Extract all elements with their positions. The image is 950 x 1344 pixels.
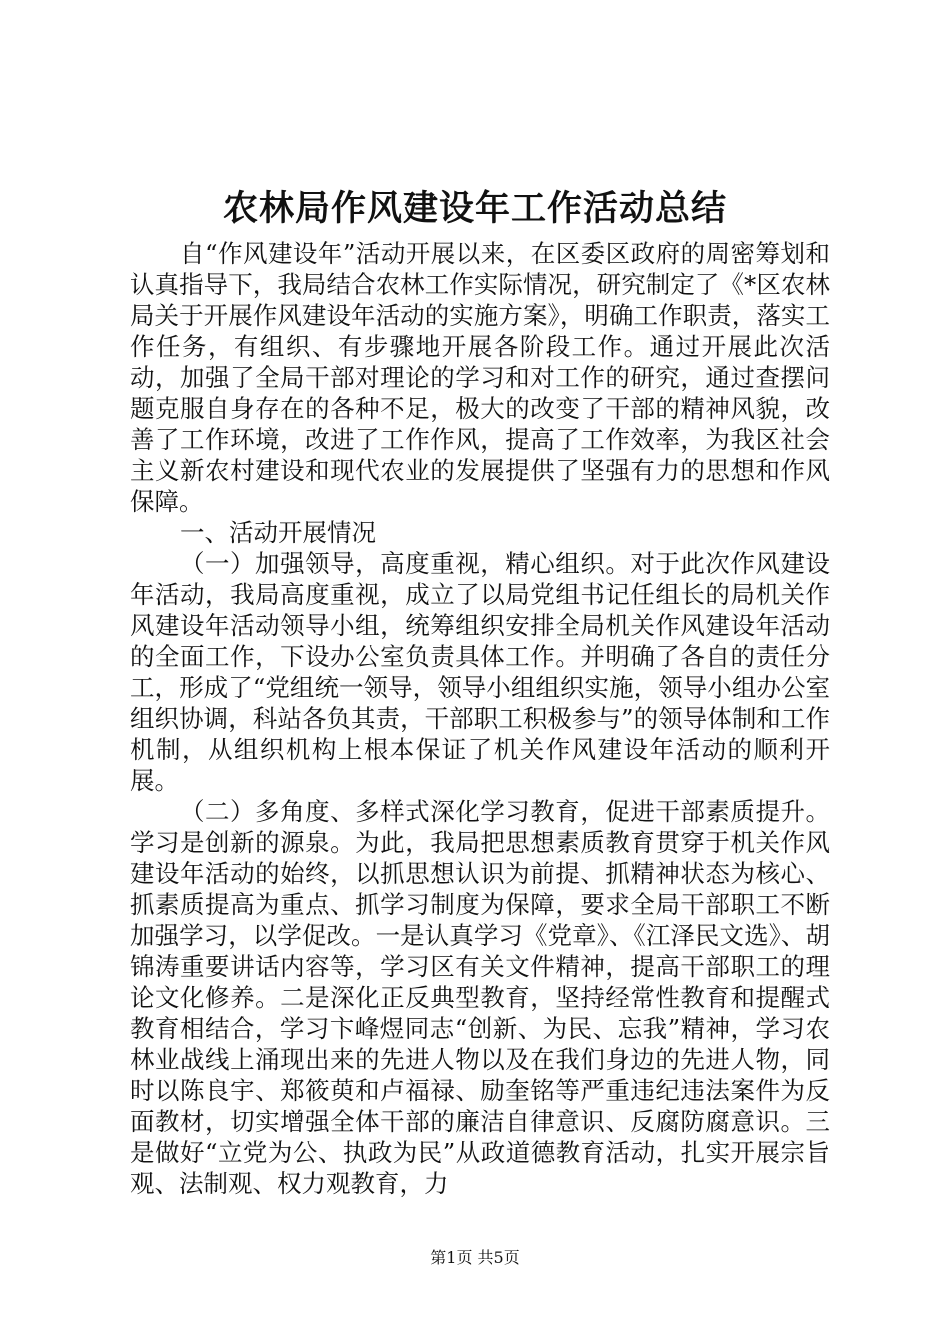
section-heading-activities: 一、活动开展情况 (180, 518, 376, 547)
paragraph-study-education: （二）多角度、多样式深化学习教育，促进干部素质提升。学习是创新的源泉。为此，我局把思想素质教育贯穿于机关作风建设年活动的始终，以抓思想认识为前提、抓精神状态为核心、抓素质提高为重点、抓学习制度为保障，要求全局干部职工不断加强学习，以学促改。一是认真学习《党章》、《江泽民文选》、胡锦涛重要讲话内容等，学习区有关文件精神，提高干部职工的理论文化修养。二是深化正反典型教育，坚持经常性教育和提醒式教育相结合，学习卞峰煜同志“创新、为民、忘我”精神，学习农林业战线上涌现出来的先进人物以及在我们身边的先进人物，同时以陈良宇、郑筱萸和卢福禄、励奎铭等严重违纪违法案件为反面教材，切实增强全体干部的廉洁自律意识、反腐防腐意识。三是做好“立党为公、执政为民”从政道德教育活动，扎实开展宗旨观、法制观、权力观教育，力 (130, 797, 830, 1198)
page-footer: 第1页 共5页 (430, 1248, 520, 1267)
document-body (130, 238, 830, 1199)
paragraph-leadership: （一）加强领导，高度重视，精心组织。对于此次作风建设年活动，我局高度重视，成立了以局党组书记任组长的局机关作风建设年活动领导小组，统筹组织安排全局机关作风建设年活动的全面工作，下设办公室负责具体工作。并明确了各自的责任分工，形成了“党组统一领导，领导小组组织实施，领导小组办公室组织协调，科站各负其责，干部职工积极参与”的领导体制和工作机制，从组织机构上根本保证了机关作风建设年活动的顺利开展。 (130, 549, 830, 795)
paragraph-intro: 自“作风建设年”活动开展以来，在区委区政府的周密筹划和认真指导下，我局结合农林工作实际情况，研究制定了《*区农林局关于开展作风建设年活动的实施方案》，明确工作职责，落实工作任务，有组织、有步骤地开展各阶段工作。通过开展此次活动，加强了全局干部对理论的学习和对工作的研究，通过查摆问题克服自身存在的各种不足，极大的改变了干部的精神风貌，改善了工作环境，改进了工作作风，提高了工作效率，为我区社会主义新农村建设和现代农业的发展提供了坚强有力的思想和作风保障。 (130, 239, 830, 516)
document-title: 农林局作风建设年工作活动总结 (222, 189, 727, 229)
